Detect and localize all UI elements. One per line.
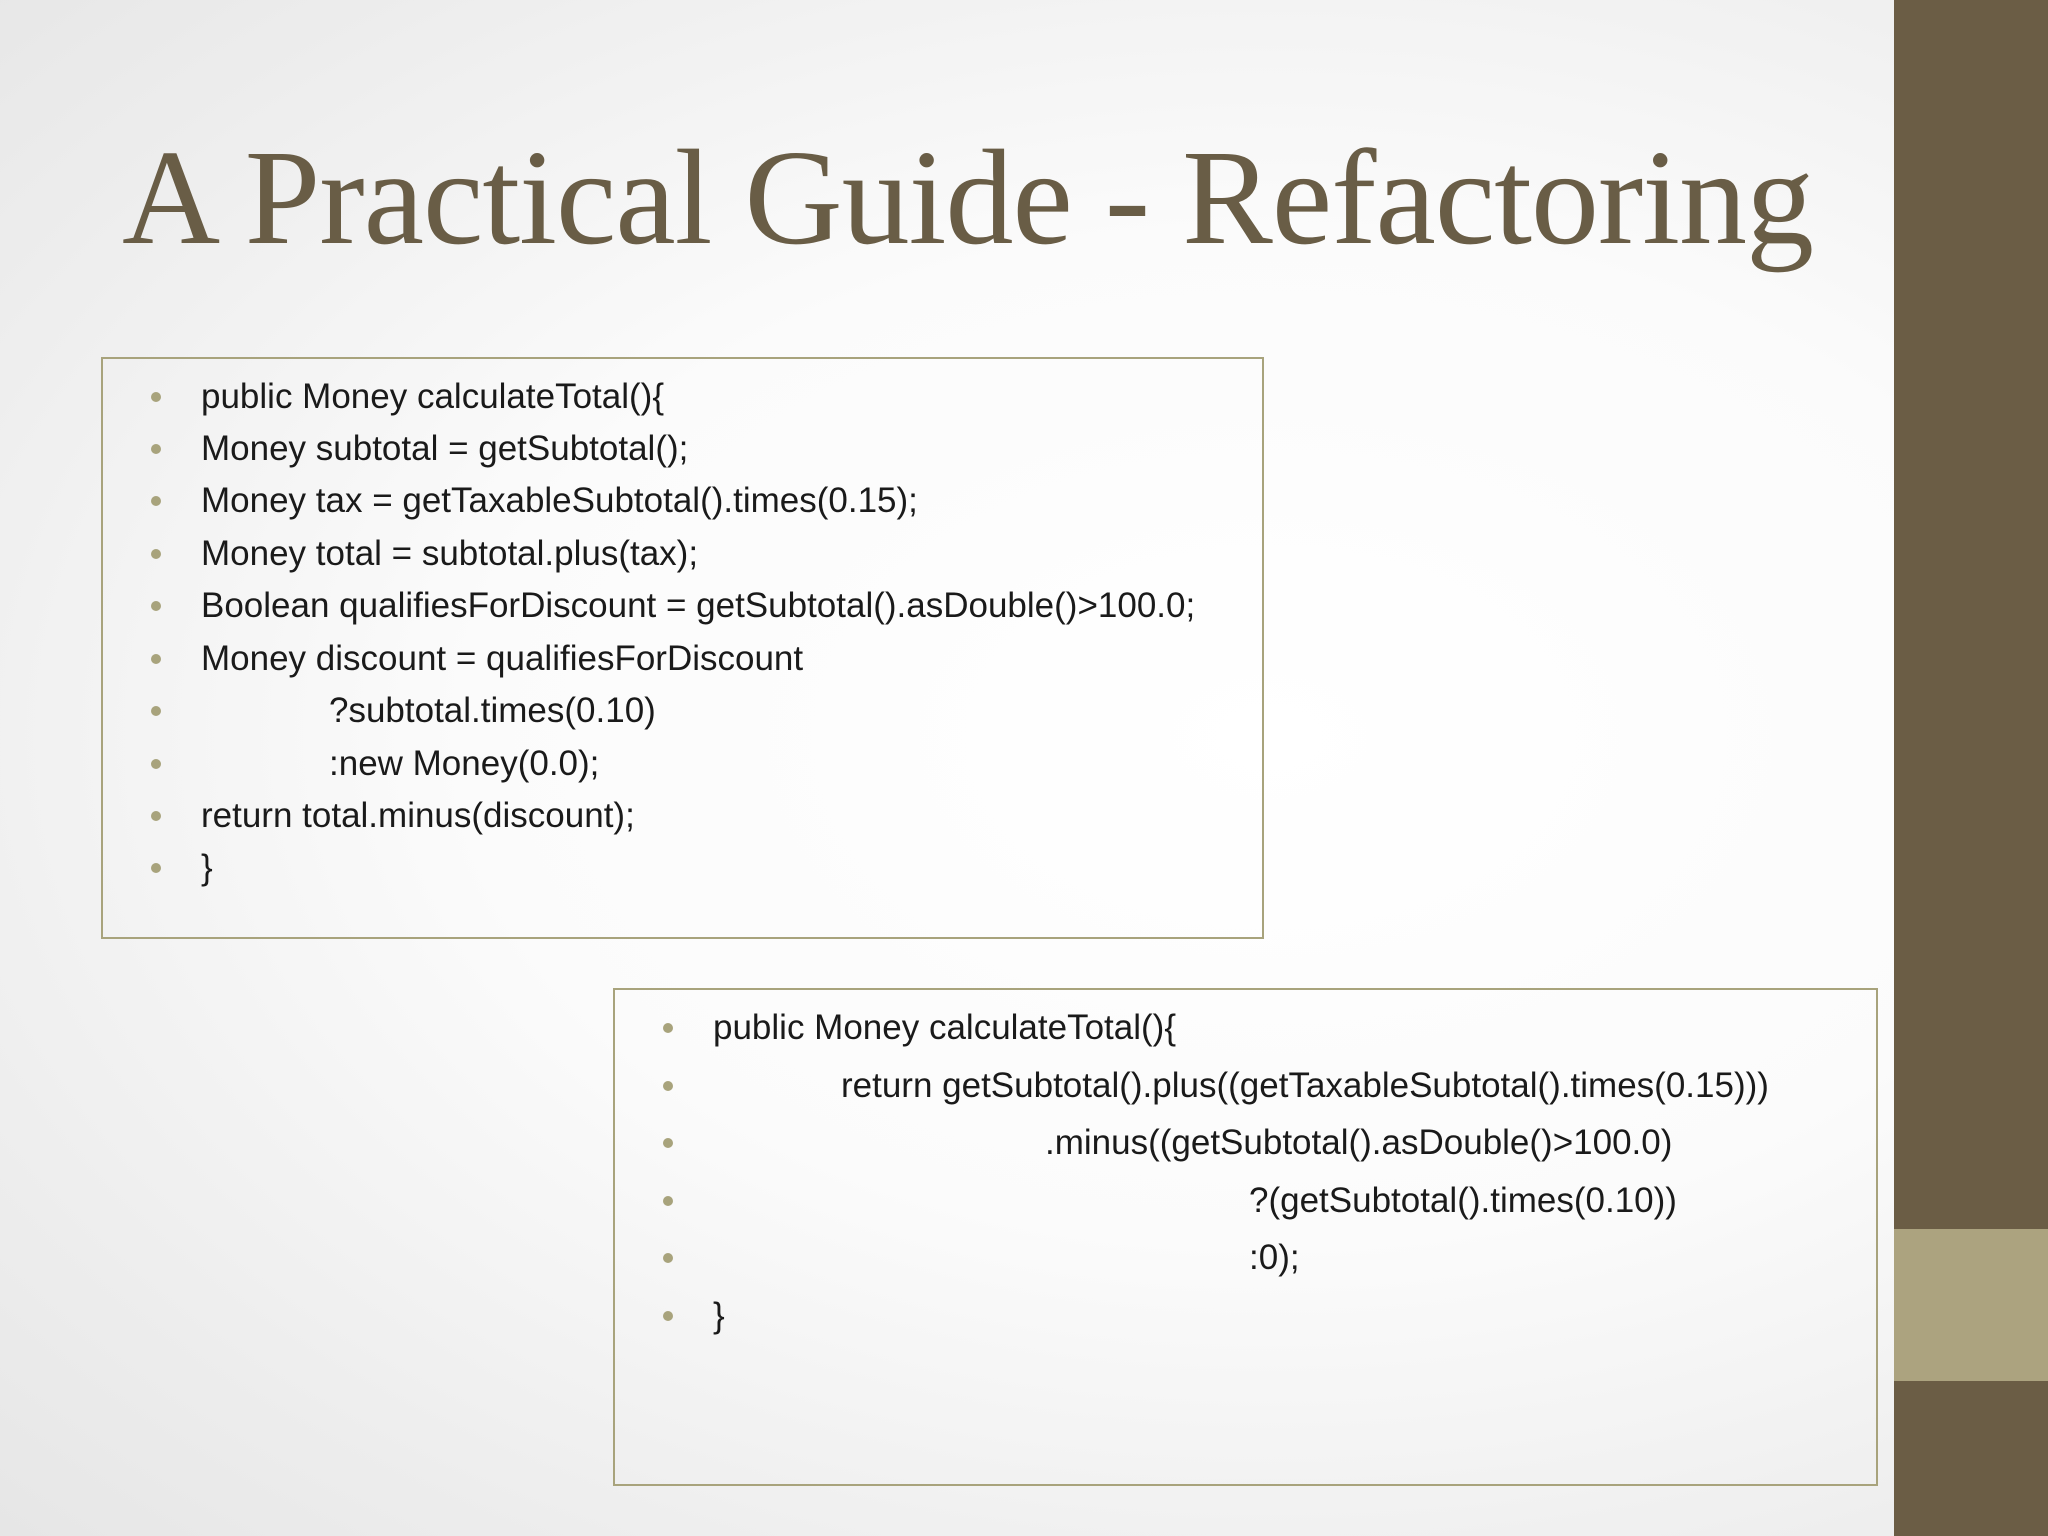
code-box-refactored	[613, 988, 1878, 1486]
code-line-text: return getSubtotal().plus((getTaxableSubtotal().times(0.15)))	[841, 1066, 1769, 1105]
code-line-text: ?subtotal.times(0.10)	[329, 691, 656, 730]
slide-title: A Practical Guide - Refactoring	[122, 123, 1814, 273]
bullet-icon	[151, 601, 161, 611]
bullet-icon	[151, 759, 161, 769]
bullet-icon	[663, 1081, 673, 1091]
bullet-icon	[151, 444, 161, 454]
code-line	[103, 423, 689, 475]
code-line-text: :new Money(0.0);	[329, 744, 600, 783]
bullet-icon	[663, 1196, 673, 1206]
code-line	[615, 1232, 1300, 1284]
code-line	[103, 528, 699, 580]
code-line	[615, 1290, 725, 1342]
bullet-icon	[151, 549, 161, 559]
bullet-icon	[663, 1138, 673, 1148]
bullet-icon	[151, 706, 161, 716]
code-line	[103, 685, 656, 737]
code-line-text: public Money calculateTotal(){	[201, 377, 665, 416]
bullet-icon	[151, 863, 161, 873]
code-line	[615, 1175, 1677, 1227]
code-line	[103, 790, 635, 842]
code-line-text: }	[713, 1296, 725, 1335]
code-line	[103, 842, 213, 894]
code-line-text: return total.minus(discount);	[201, 796, 635, 835]
bullet-icon	[663, 1023, 673, 1033]
code-line	[615, 1117, 1673, 1169]
code-line-text: Money total = subtotal.plus(tax);	[201, 534, 699, 573]
code-line	[103, 738, 600, 790]
bullet-icon	[151, 654, 161, 664]
bullet-icon	[151, 496, 161, 506]
code-line-text: ?(getSubtotal().times(0.10))	[1249, 1181, 1677, 1220]
bullet-icon	[151, 392, 161, 402]
bullet-icon	[663, 1253, 673, 1263]
code-line	[103, 371, 665, 423]
code-line-text: Money tax = getTaxableSubtotal().times(0.15);	[201, 481, 918, 520]
code-line	[103, 633, 804, 685]
bullet-icon	[151, 811, 161, 821]
bullet-icon	[663, 1311, 673, 1321]
code-line-text: }	[201, 848, 213, 887]
code-line	[103, 580, 1196, 632]
code-line-text: Money subtotal = getSubtotal();	[201, 429, 689, 468]
side-accent-decoration	[1894, 1229, 2048, 1381]
code-line	[103, 475, 918, 527]
code-line-text: :0);	[1249, 1238, 1300, 1277]
code-line-text: Money discount = qualifiesForDiscount	[201, 639, 804, 678]
code-box-original	[101, 357, 1264, 939]
code-line-text: .minus((getSubtotal().asDouble()>100.0)	[1045, 1123, 1673, 1162]
code-line	[615, 1060, 1769, 1112]
code-line-text: Boolean qualifiesForDiscount = getSubtotal().asDouble()>100.0;	[201, 586, 1196, 625]
code-line	[615, 1002, 1177, 1054]
code-line-text: public Money calculateTotal(){	[713, 1008, 1177, 1047]
